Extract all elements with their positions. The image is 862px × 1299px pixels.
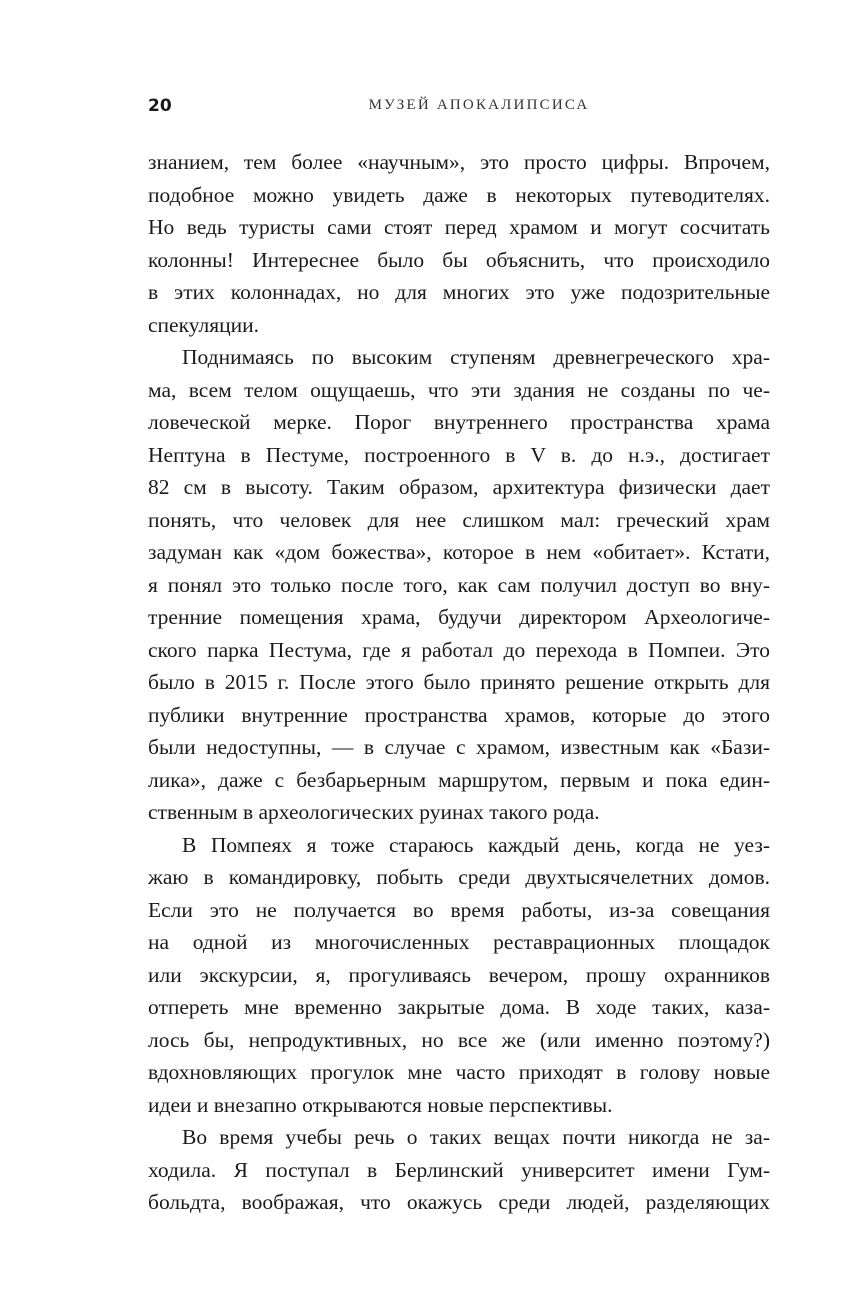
text-line: Но ведь туристы сами стоят перед храмом и могут сосчитать (148, 215, 770, 239)
text-line: подобное можно увидеть даже в некоторых путеводителях. (148, 182, 770, 207)
text-line: лика», даже с безбарьерным маршрутом, первым и пока един- (148, 767, 770, 792)
book-title: МУЗЕЙ АПОКАЛИПСИСА (368, 97, 590, 113)
text-line: ловеческой мерке. Порог внутреннего пространства храма (148, 410, 770, 434)
running-head (148, 96, 770, 120)
text-line: Во время учебы речь о таких вещах почти никогда не за- (182, 1125, 770, 1149)
text-line: вдохновляющих прогулок мне часто приходят в голову новые (148, 1060, 770, 1084)
text-line: Поднимаясь по высоким ступеням древнегреческого хра- (182, 345, 770, 369)
text-line: жаю в командировку, побыть среди двухтысячелетних домов. (148, 865, 770, 889)
text-line: Если это не получается во время работы, из-за совещания (148, 897, 770, 922)
text-line: отпереть мне временно закрытые дома. В ходе таких, каза- (148, 995, 770, 1019)
text-line: понять, что человек для нее слишком мал: греческий храм (148, 507, 770, 532)
text-line: В Помпеях я тоже стараюсь каждый день, когда не уез- (182, 832, 770, 857)
text-line: в этих колоннадах, но для многих это уже подозрительные (148, 280, 770, 304)
text-line: я понял это только после того, как сам получил доступ во вну- (148, 572, 770, 597)
text-line: на одной из многочисленных реставрационных площадок (148, 930, 770, 954)
text-line: лось бы, непродуктивных, но все же (или именно поэтому?) (148, 1027, 770, 1052)
text-line: Нептуна в Пестуме, построенного в V в. до н.э., достигает (148, 442, 770, 467)
text-line: тренние помещения храма, будучи директором Археологиче- (148, 605, 770, 629)
text-line: или экскурсии, я, прогуливаясь вечером, прошу охранников (148, 962, 770, 987)
text-line: больдта, воображая, что окажусь среди людей, разделяющих (148, 1190, 770, 1214)
text-line: задуман как «дом божества», которое в нем «обитает». Кстати, (148, 540, 770, 564)
text-line: были недоступны, — в случае с храмом, известным как «Бази- (148, 735, 770, 759)
text-line: ходила. Я поступал в Берлинский университет имени Гум- (148, 1157, 770, 1182)
text-line: 82 см в высоту. Таким образом, архитектура физически дает (148, 475, 770, 499)
body-text (148, 146, 770, 1219)
text-line: ма, всем телом ощущаешь, что эти здания не созданы по че- (148, 377, 770, 402)
text-line: ственным в археологических руинах такого рода. (148, 800, 600, 824)
text-line: колонны! Интереснее было бы объяснить, что происходило (148, 247, 770, 272)
text-line: было в 2015 г. После этого было принято решение открыть для (148, 670, 770, 694)
text-line: знанием, тем более «научным», это просто цифры. Впрочем, (148, 150, 770, 174)
text-line: идеи и внезапно открываются новые перспективы. (148, 1092, 613, 1117)
text-line: спекуляции. (148, 312, 260, 337)
page-number: 20 (148, 96, 172, 116)
text-line: ского парка Пестума, где я работал до перехода в Помпеи. Это (148, 637, 770, 662)
text-line: публики внутренние пространства храмов, которые до этого (148, 702, 770, 727)
